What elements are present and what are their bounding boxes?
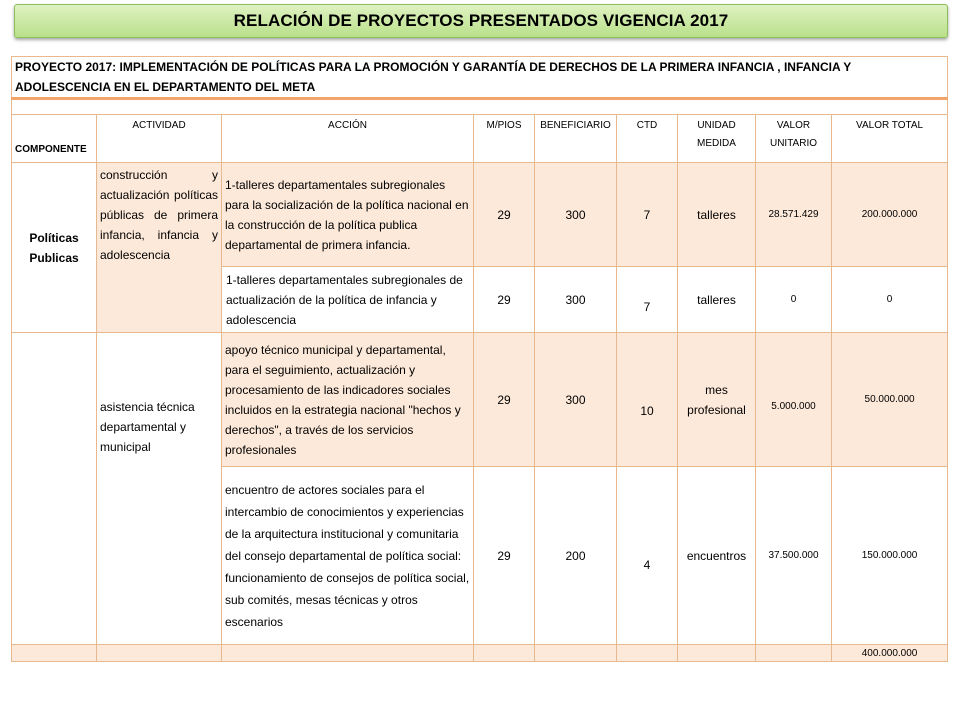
componente-cell: Políticas Publicas xyxy=(12,163,97,333)
ctd-cell: 7 xyxy=(617,267,678,333)
mpios-cell: 29 xyxy=(474,163,535,267)
project-name: PROYECTO 2017: IMPLEMENTACIÓN DE POLÍTICAS PARA LA PROMOCIÓN Y GARANTÍA DE DERECHOS DE LA PRIMERA INFANCIA , INFANCIA Y ADOLESCENCIA EN EL DEPARTAMENTO DEL META xyxy=(12,57,948,99)
valor-total-cell: 200.000.000 xyxy=(832,163,948,267)
page-title: RELACIÓN DE PROYECTOS PRESENTADOS VIGENCIA 2017 xyxy=(233,11,729,30)
header-unidad: UNIDAD MEDIDA xyxy=(678,115,756,163)
title-banner xyxy=(14,4,948,38)
header-mpios: M/PIOS xyxy=(474,115,535,163)
unidad-cell: mes profesional xyxy=(678,333,756,467)
accion-cell: apoyo técnico municipal y departamental, para el seguimiento, actualización y procesamiento de las indicadores sociales incluidos en la estrategia nacional "hechos y derechos", a través de los servicios profesionales xyxy=(222,333,474,467)
valor-total-cell: 0 xyxy=(832,267,948,333)
mpios-cell: 29 xyxy=(474,267,535,333)
unidad-cell: talleres xyxy=(678,163,756,267)
valor-total-cell: 150.000.000 xyxy=(832,467,948,645)
total-row xyxy=(12,645,948,662)
header-valor-total: VALOR TOTAL xyxy=(832,115,948,163)
actividad-cell: construcción y actualización políticas públicas de primera infancia, infancia y adolescencia xyxy=(97,163,222,333)
header-accion: ACCIÓN xyxy=(222,115,474,163)
table-row xyxy=(12,163,948,267)
ctd-cell: 7 xyxy=(617,163,678,267)
valor-unitario-cell: 37.500.000 xyxy=(756,467,832,645)
actividad-cell: asistencia técnica departamental y municipal xyxy=(97,333,222,645)
ctd-cell: 4 xyxy=(617,467,678,645)
unidad-cell: encuentros xyxy=(678,467,756,645)
valor-unitario-cell: 5.000.000 xyxy=(756,333,832,467)
beneficiario-cell: 300 xyxy=(535,267,617,333)
accion-cell: 1-talleres departamentales subregionales para la socialización de la política nacional en la construcción de la política publica departamental de primera infancia. xyxy=(222,163,474,267)
header-actividad: ACTIVIDAD xyxy=(97,115,222,163)
mpios-cell: 29 xyxy=(474,333,535,467)
header-row xyxy=(12,115,948,163)
unidad-cell: talleres xyxy=(678,267,756,333)
header-valor-unitario: VALOR UNITARIO xyxy=(756,115,832,163)
total-value: 400.000.000 xyxy=(832,645,948,662)
table-row xyxy=(12,333,948,467)
beneficiario-cell: 300 xyxy=(535,333,617,467)
componente-cell-empty xyxy=(12,333,97,645)
valor-unitario-cell: 0 xyxy=(756,267,832,333)
ctd-cell: 10 xyxy=(617,333,678,467)
valor-unitario-cell: 28.571.429 xyxy=(756,163,832,267)
projects-table xyxy=(11,56,948,662)
header-ctd: CTD xyxy=(617,115,678,163)
valor-total-cell: 50.000.000 xyxy=(832,333,948,467)
header-componente: COMPONENTE xyxy=(12,115,97,163)
mpios-cell: 29 xyxy=(474,467,535,645)
beneficiario-cell: 300 xyxy=(535,163,617,267)
project-row xyxy=(12,57,948,99)
accion-cell: encuentro de actores sociales para el intercambio de conocimientos y experiencias de la arquitectura institucional y comunitaria del consejo departamental de política social: funcionamiento de consejos de política social, sub comités, mesas técnicas y otros escenarios xyxy=(222,467,474,645)
beneficiario-cell: 200 xyxy=(535,467,617,645)
header-beneficiario: BENEFICIARIO xyxy=(535,115,617,163)
separator-row xyxy=(12,99,948,115)
accion-cell: 1-talleres departamentales subregionales de actualización de la política de infancia y adolescencia xyxy=(222,267,474,333)
